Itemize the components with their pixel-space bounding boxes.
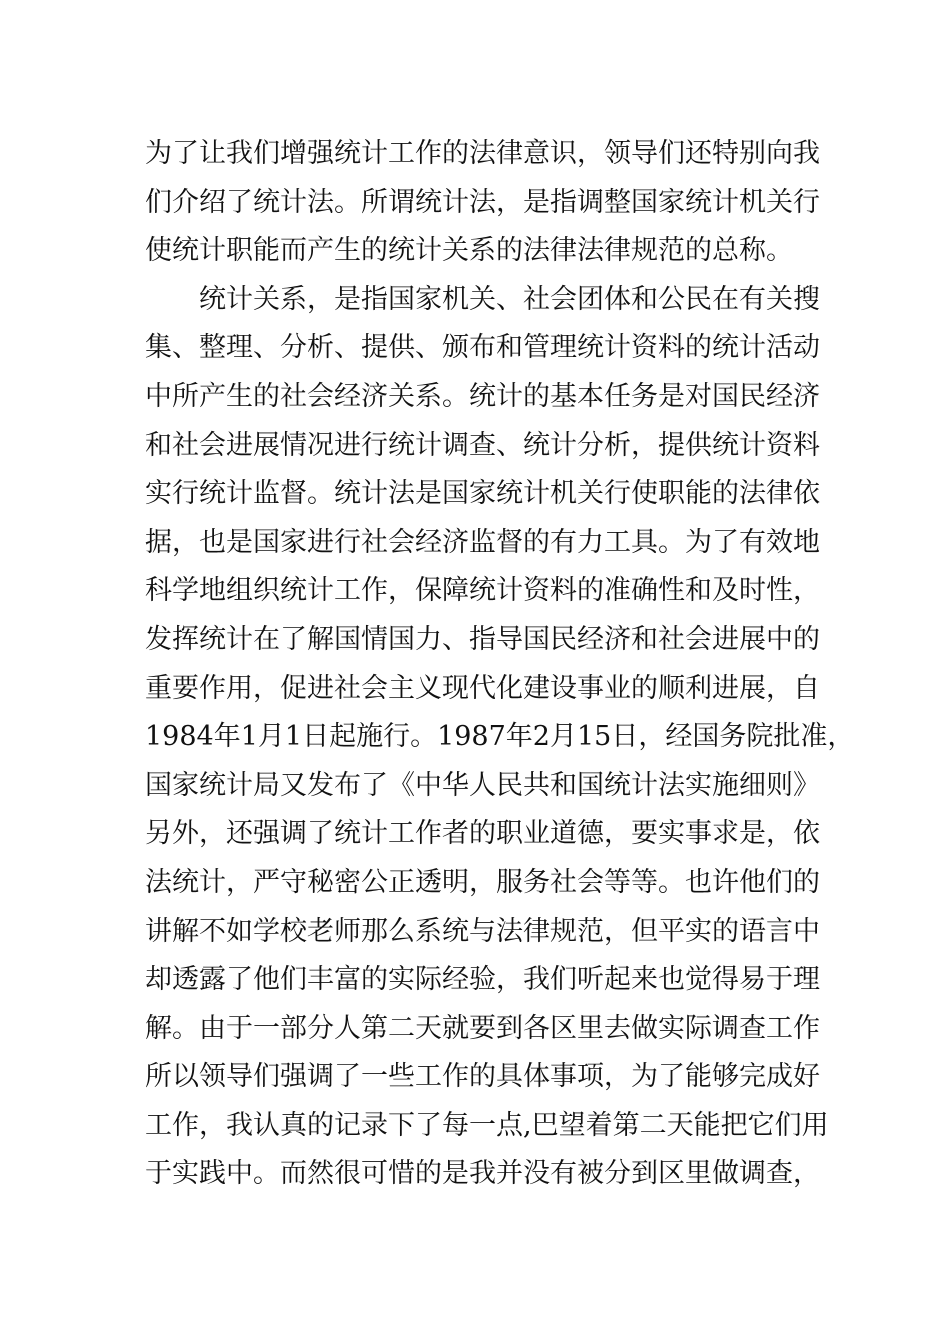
text-line: 据，也是国家进行社会经济监督的有力工具。为了有效地 (145, 526, 820, 558)
text-line: 于实践中。而然很可惜的是我并没有被分到区里做调查， (145, 1158, 820, 1190)
body-text (145, 130, 855, 1199)
text-line: 另外，还强调了统计工作者的职业道德，要实事求是，依 (145, 818, 820, 850)
text-line: 科学地组织统计工作，保障统计资料的准确性和及时性， (145, 575, 820, 607)
text-line: 和社会进展情况进行统计调查、统计分析，提供统计资料 (145, 429, 820, 461)
text-line: 们介绍了统计法。所谓统计法，是指调整国家统计机关行 (145, 186, 820, 218)
text-line: 为了让我们增强统计工作的法律意识，领导们还特别向我 (145, 138, 820, 169)
text-line: 工作，我认真的记录下了每一点,巴望着第二天能把它们用 (145, 1109, 829, 1141)
text-line: 法统计，严守秘密公正透明，服务社会等等。也许他们的 (145, 866, 820, 898)
text-line: 解。由于一部分人第二天就要到各区里去做实际调查工作 (145, 1012, 820, 1044)
text-line: 使统计职能而产生的统计关系的法律法律规范的总称。 (145, 235, 793, 267)
text-line: 统计关系，是指国家机关、社会团体和公民在有关搜 (145, 283, 820, 315)
text-line: 国家统计局又发布了《中华人民共和国统计法实施细则》 (145, 769, 820, 801)
text-line: 重要作用，促进社会主义现代化建设事业的顺利进展，自 (145, 672, 820, 704)
text-line: 讲解不如学校老师那么系统与法律规范，但平实的语言中 (145, 915, 820, 947)
text-line: 发挥统计在了解国情国力、指导国民经济和社会进展中的 (145, 623, 820, 655)
text-line: 所以领导们强调了一些工作的具体事项，为了能够完成好 (145, 1061, 820, 1093)
text-line: 却透露了他们丰富的实际经验，我们听起来也觉得易于理 (145, 964, 820, 996)
text-line: 实行统计监督。统计法是国家统计机关行使职能的法律依 (145, 478, 820, 510)
text-line: 中所产生的社会经济关系。统计的基本任务是对国民经济 (145, 380, 820, 412)
text-line: 集、整理、分析、提供、颁布和管理统计资料的统计活动 (145, 332, 820, 364)
text-line: 1984年1月1日起施行。1987年2月15日，经国务院批准， (145, 721, 855, 753)
